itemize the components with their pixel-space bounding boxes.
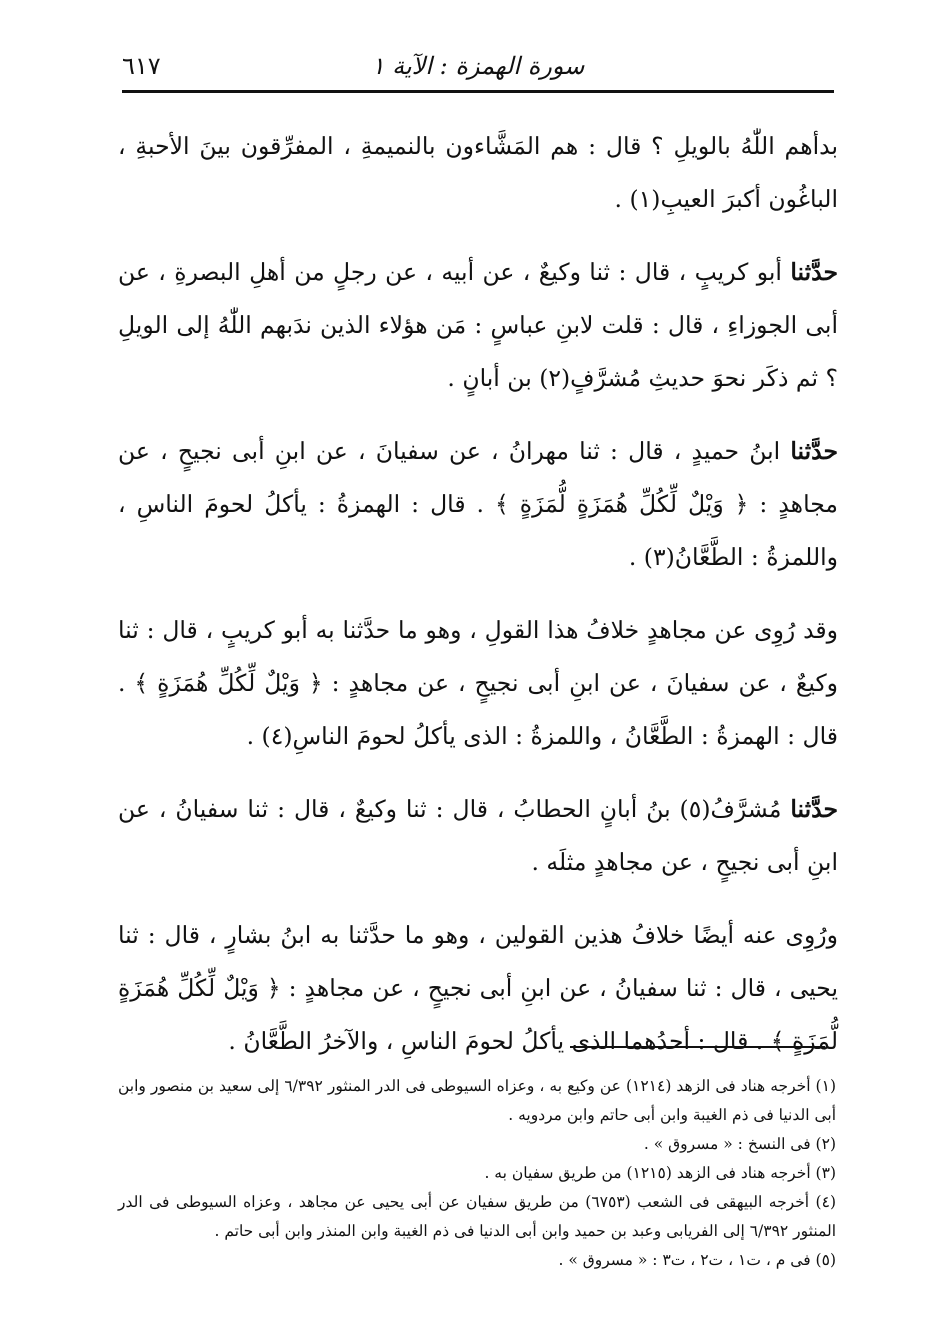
footnotes xyxy=(118,1072,836,1275)
paragraph-2 xyxy=(118,246,838,405)
paragraph-3 xyxy=(118,425,838,584)
paragraph-text: أبو كريبٍ ، قال : ثنا وكيعٌ ، عن أبيه ، عن رجلٍ من أهلِ البصرةِ ، عن أبى الجوزاءِ ، قال : قلت لابنِ عباسٍ : مَن هؤلاء الذين ندَبهم اللّٰهُ إلى الويلِ ؟ ثم ذكَر نحوَ حديثِ مُشرَّفٍ(٢) بن أبانٍ . xyxy=(118,258,838,392)
paragraph-text: وقد رُوِى عن مجاهدٍ خلافُ هذا القولِ ، وهو ما حدَّثنا به أبو كريبٍ ، قال : ثنا وكيعٌ ، عن سفيانَ ، عن ابنِ أبى نجيحٍ ، عن مجاهدٍ : ﴿ وَيْلٌ لِّكُلِّ هُمَزَةٍ ﴾ . قال : الهمزةُ : الطَّعَّانُ ، واللمزةُ : الذى يأكلُ لحومَ الناسِ(٤) . xyxy=(118,616,838,750)
running-title: سورة الهمزة : الآية ١ xyxy=(371,52,585,80)
paragraph-1 xyxy=(118,120,838,226)
paragraph-lead: حدَّثنا xyxy=(790,437,838,465)
footnote-separator xyxy=(570,1046,825,1048)
paragraph-text: مُشرَّفُ(٥) بنُ أبانٍ الحطابُ ، قال : ثنا وكيعٌ ، قال : ثنا سفيانُ ، عن ابنِ أبى نجيحٍ ، عن مجاهدٍ مثلَه . xyxy=(118,795,838,876)
footnote-1: (١) أخرجه هناد فى الزهد (١٢١٤) عن وكيع به ، وعزاه السيوطى فى الدر المنثور ٦/٣٩٢ إلى سعيد بن منصور وابن أبى الدنيا فى ذم الغيبة وابن أبى حاتم وابن مردويه . xyxy=(118,1077,836,1124)
paragraph-text: بدأهم اللّٰهُ بالويلِ ؟ قال : هم المَشَّاءون بالنميمةِ ، المفرِّقون بينَ الأحبةِ ، الباغُون أكبرَ العيبِ(١) . xyxy=(118,132,838,213)
paragraph-lead: حدَّثنا xyxy=(790,795,838,823)
footnote-3: (٣) أخرجه هناد فى الزهد (١٢١٥) من طريق سفيان به . xyxy=(484,1164,836,1182)
paragraph-6 xyxy=(118,909,838,1068)
paragraph-lead: حدَّثنا xyxy=(790,258,838,286)
paragraph-4 xyxy=(118,604,838,763)
paragraph-5 xyxy=(118,783,838,889)
footnote-4: (٤) أخرجه البيهقى فى الشعب (٦٧٥٣) من طريق سفيان عن أبى يحيى عن مجاهد ، وعزاه السيوطى فى الدر المنثور ٦/٣٩٢ إلى الفريابى وعبد بن حميد وابن أبى الدنيا فى ذم الغيبة وابن المنذر وابن أبى حاتم . xyxy=(118,1193,836,1240)
paragraph-text: ورُوِى عنه أيضًا خلافُ هذين القولين ، وهو ما حدَّثنا به ابنُ بشارٍ ، قال : ثنا يحيى ، قال : ثنا سفيانُ ، عن ابنِ أبى نجيحٍ ، عن مجاهدٍ : ﴿ وَيْلٌ لِّكُلِّ هُمَزَةٍ لُّمَزَةٍ ﴾ . قال : أحدُهما الذى يأكلُ لحومَ الناسِ ، والآخرُ الطَّعَّانُ . xyxy=(118,921,838,1055)
page-number: ٦١٧ xyxy=(122,52,161,80)
footnote-5: (٥) فى م ، ت١ ، ت٢ ، ت٣ : « مسروق » . xyxy=(558,1251,836,1269)
footnote-2: (٢) فى النسخ : « مسروق » . xyxy=(643,1135,836,1153)
main-text xyxy=(118,120,838,1088)
page-header xyxy=(122,48,834,93)
paragraph-text: ابنُ حميدٍ ، قال : ثنا مهرانُ ، عن سفيانَ ، عن ابنِ أبى نجيحٍ ، عن مجاهدٍ : ﴿ وَيْلٌ لِّكُلِّ هُمَزَةٍ لُّمَزَةٍ ﴾ . قال : الهمزةُ : يأكلُ لحومَ الناسِ ، واللمزةُ : الطَّعَّانُ(٣) . xyxy=(118,437,838,571)
